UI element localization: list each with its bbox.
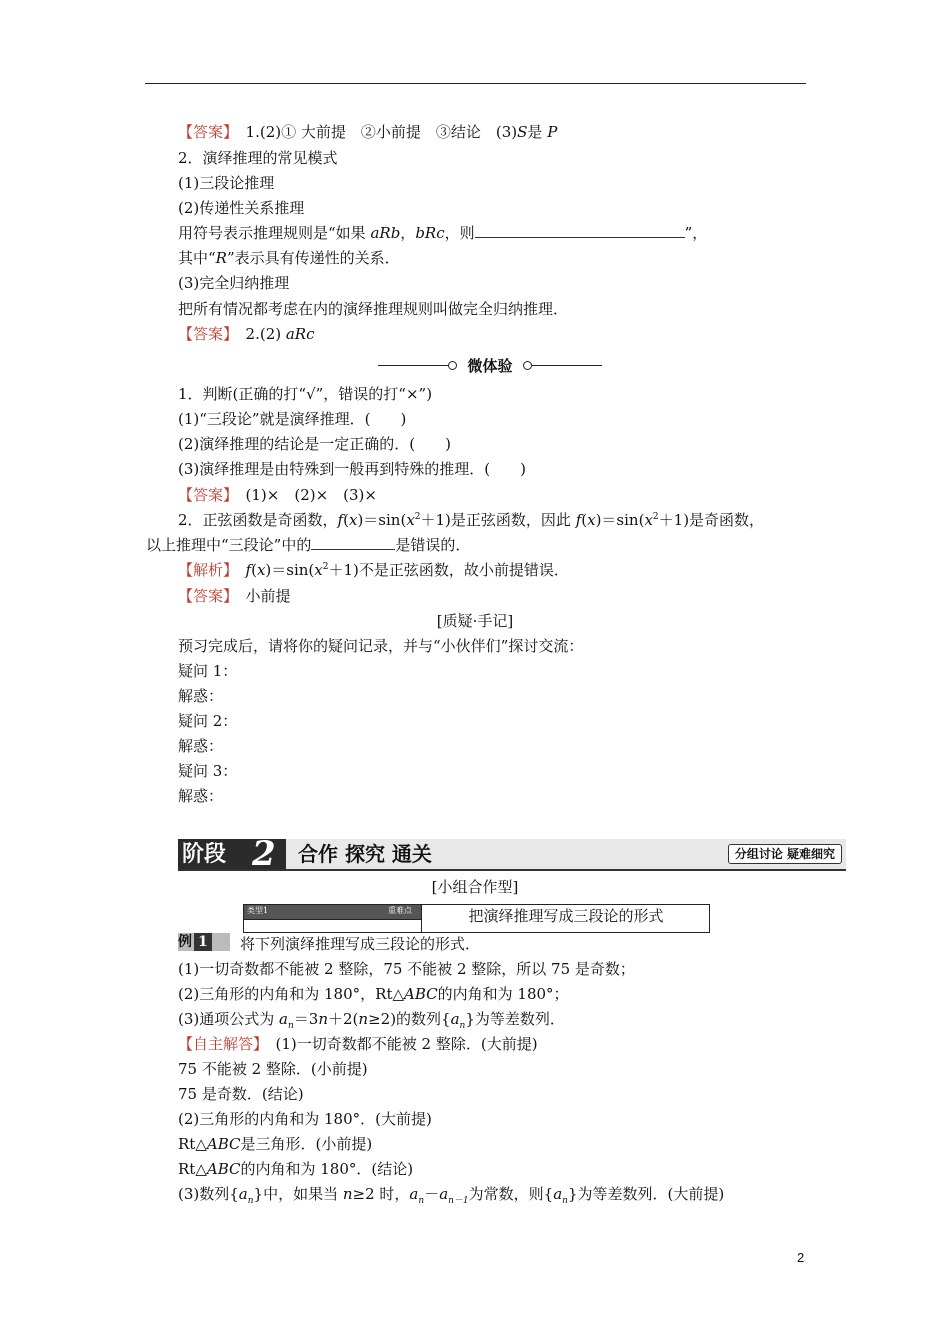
example-item-2: (2)三角形的内角和为 180°，Rt△ABC的内角和为 180°； — [178, 985, 569, 1003]
note-line: 疑问 2： — [178, 712, 238, 730]
question-1-3: (3)演绎推理是由特殊到一般再到特殊的推理．( ) — [178, 460, 526, 478]
micro-title: 微体验 — [467, 357, 513, 375]
answer-3: 【答案】 (1)× (2)× (3)× — [178, 486, 377, 504]
note-line: 疑问 1： — [178, 662, 238, 680]
header-rule — [145, 83, 806, 84]
type-label-bar: 类型1 重难点 — [244, 905, 421, 920]
note-line: 解惑： — [178, 787, 224, 805]
type-box — [243, 904, 710, 933]
solution-4: (2)三角形的内角和为 180°．(大前提) — [178, 1110, 432, 1128]
mode-2-rule: 用符号表示推理规则是“如果 aRb，bRc，则 ”， — [178, 224, 708, 242]
notes-title: [质疑·手记] — [436, 612, 514, 630]
solution-7: (3)数列$\{a_n\}$中，如果当 n≥2 时，$a_n-a_{n-1}$为常数，则$\{a_n\}$为等差数列．(大前提) — [178, 1185, 725, 1206]
solution-5: Rt△ABC是三角形．(小前提) — [178, 1135, 373, 1153]
example-text: 将下列演绎推理写成三段论的形式． — [240, 935, 481, 953]
answer-2: 【答案】 2.(2) aRc — [178, 325, 315, 343]
stage-number: 2 — [252, 834, 276, 874]
solution-3: 75 是奇数．(结论) — [178, 1085, 304, 1103]
micro-experience-divider — [378, 356, 602, 376]
question-1-2: (2)演绎推理的结论是一定正确的．( ) — [178, 435, 451, 453]
example-badge: 例 1 — [178, 933, 230, 951]
note-line: 解惑： — [178, 737, 224, 755]
example-item-1: (1)一切奇数都不能被 2 整除，75 不能被 2 整除，所以 75 是奇数； — [178, 960, 635, 978]
solution-1: 【自主解答】 (1)一切奇数都不能被 2 整除．(大前提) — [178, 1035, 538, 1053]
note-line: 解惑： — [178, 687, 224, 705]
mode-3-desc: 把所有情况都考虑在内的演绎推理规则叫做完全归纳推理． — [178, 300, 569, 318]
question-2-cont: 以上推理中“三段论”中的 是错误的． — [146, 536, 471, 554]
solution-6: Rt△ABC的内角和为 180°．(结论) — [178, 1160, 414, 1178]
type-title: 把演绎推理写成三段论的形式 — [421, 905, 710, 933]
question-1-1: (1)“三段论”就是演绎推理．( ) — [178, 410, 407, 428]
question-1: 1．判断(正确的打“√”，错误的打“×”) — [178, 385, 433, 403]
answer-4: 【答案】 小前提 — [178, 587, 291, 605]
notes-intro: 预习完成后，请将你的疑问记录，并与“小伙伴们”探讨交流： — [178, 637, 584, 655]
stage-banner — [178, 834, 846, 874]
stage-tag: 分组讨论 疑难细究 — [728, 844, 842, 864]
fill-blank[interactable] — [475, 223, 685, 238]
answer-1: 【答案】 1.(2)① 大前提 ②小前提 ③结论 (3)S是 P — [178, 123, 558, 141]
fill-blank[interactable] — [311, 535, 395, 550]
mode-2-note: 其中“R”表示具有传递性的关系． — [178, 249, 400, 267]
mode-1: (1)三段论推理 — [178, 174, 275, 192]
example-item-3: (3)通项公式为 $a_n=3n+2(n\ge 2)$的数列$\{a_n\}$为等差数列． — [178, 1010, 565, 1031]
mode-2: (2)传递性关系推理 — [178, 199, 305, 217]
question-2: 2．正弦函数是奇函数，$f(x)=\sin(x^2+1)$是正弦函数，因此 $f(x)=\sin(x^2+1)$是奇函数， — [178, 511, 765, 529]
note-line: 疑问 3： — [178, 762, 238, 780]
page-number: 2 — [797, 1250, 805, 1265]
stage-label: 阶段 — [178, 839, 286, 869]
stage-title: 合作 探究 通关 — [298, 842, 432, 866]
section-title: 2．演绎推理的常见模式 — [178, 149, 338, 167]
group-title: [小组合作型] — [431, 878, 519, 896]
analysis: 【解析】 $f(x)=\sin(x^2+1)$不是正弦函数，故小前提错误． — [178, 561, 569, 579]
mode-3: (3)完全归纳推理 — [178, 274, 290, 292]
solution-2: 75 不能被 2 整除．(小前提) — [178, 1060, 368, 1078]
